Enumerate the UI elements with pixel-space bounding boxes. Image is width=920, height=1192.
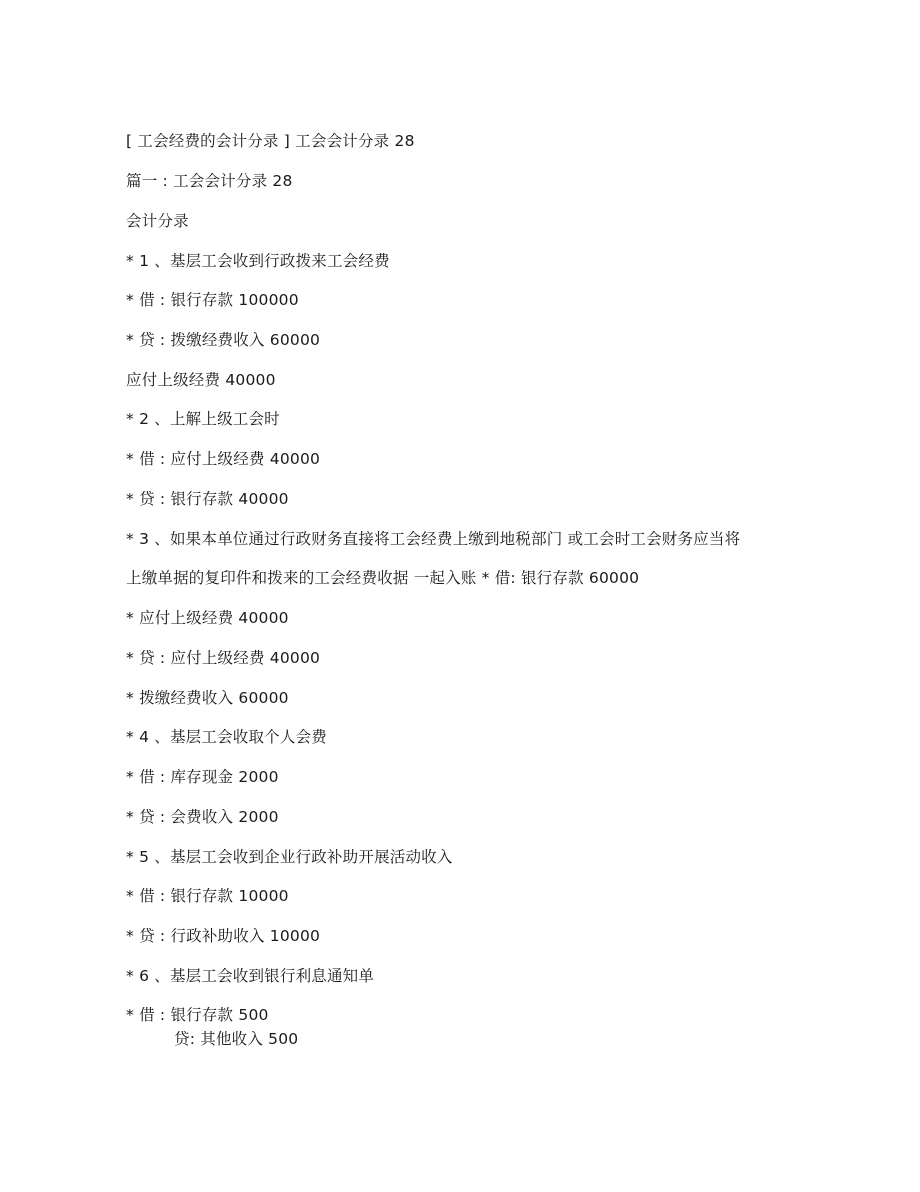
entry-heading-2: * 2 、上解上级工会时 — [126, 410, 280, 428]
entry-line: * 借 : 应付上级经费 40000 — [126, 450, 321, 468]
entry-line: * 借 : 银行存款 10000 — [126, 887, 289, 905]
entry-line: * 应付上级经费 40000 — [126, 609, 289, 627]
entry-line: * 借 : 银行存款 500 — [126, 1006, 269, 1024]
entry-line: * 拨缴经费收入 60000 — [126, 689, 289, 707]
entry-heading-1: * 1 、基层工会收到行政拨来工会经费 — [126, 252, 390, 270]
entry-line: * 贷 : 拨缴经费收入 60000 — [126, 331, 321, 349]
entry-line: 应付上级经费 40000 — [126, 371, 276, 389]
entry-heading-6: * 6 、基层工会收到银行利息通知单 — [126, 967, 375, 985]
document-title: [ 工会经费的会计分录 ] 工会会计分录 28 — [126, 132, 415, 150]
entry-line: * 借 : 库存现金 2000 — [126, 768, 279, 786]
section-heading: 篇一 : 工会会计分录 28 — [126, 172, 293, 190]
entry-line: * 贷 : 应付上级经费 40000 — [126, 649, 321, 667]
entry-heading-5: * 5 、基层工会收到企业行政补助开展活动收入 — [126, 848, 453, 866]
entry-line: * 借 : 银行存款 100000 — [126, 291, 299, 309]
entry-heading-3: * 3 、如果本单位通过行政财务直接将工会经费上缴到地税部门 或工会时工会财务应当将 — [126, 530, 741, 548]
entry-line: 贷: 其他收入 500 — [174, 1030, 299, 1048]
subsection-heading: 会计分录 — [126, 212, 189, 230]
entry-line: * 贷 : 行政补助收入 10000 — [126, 927, 321, 945]
entry-line: * 贷 : 银行存款 40000 — [126, 490, 289, 508]
entry-heading-4: * 4 、基层工会收取个人会费 — [126, 728, 327, 746]
entry-line: 上缴单据的复印件和拨来的工会经费收据 一起入账 * 借: 银行存款 60000 — [126, 569, 640, 587]
entry-line: * 贷 : 会费收入 2000 — [126, 808, 279, 826]
